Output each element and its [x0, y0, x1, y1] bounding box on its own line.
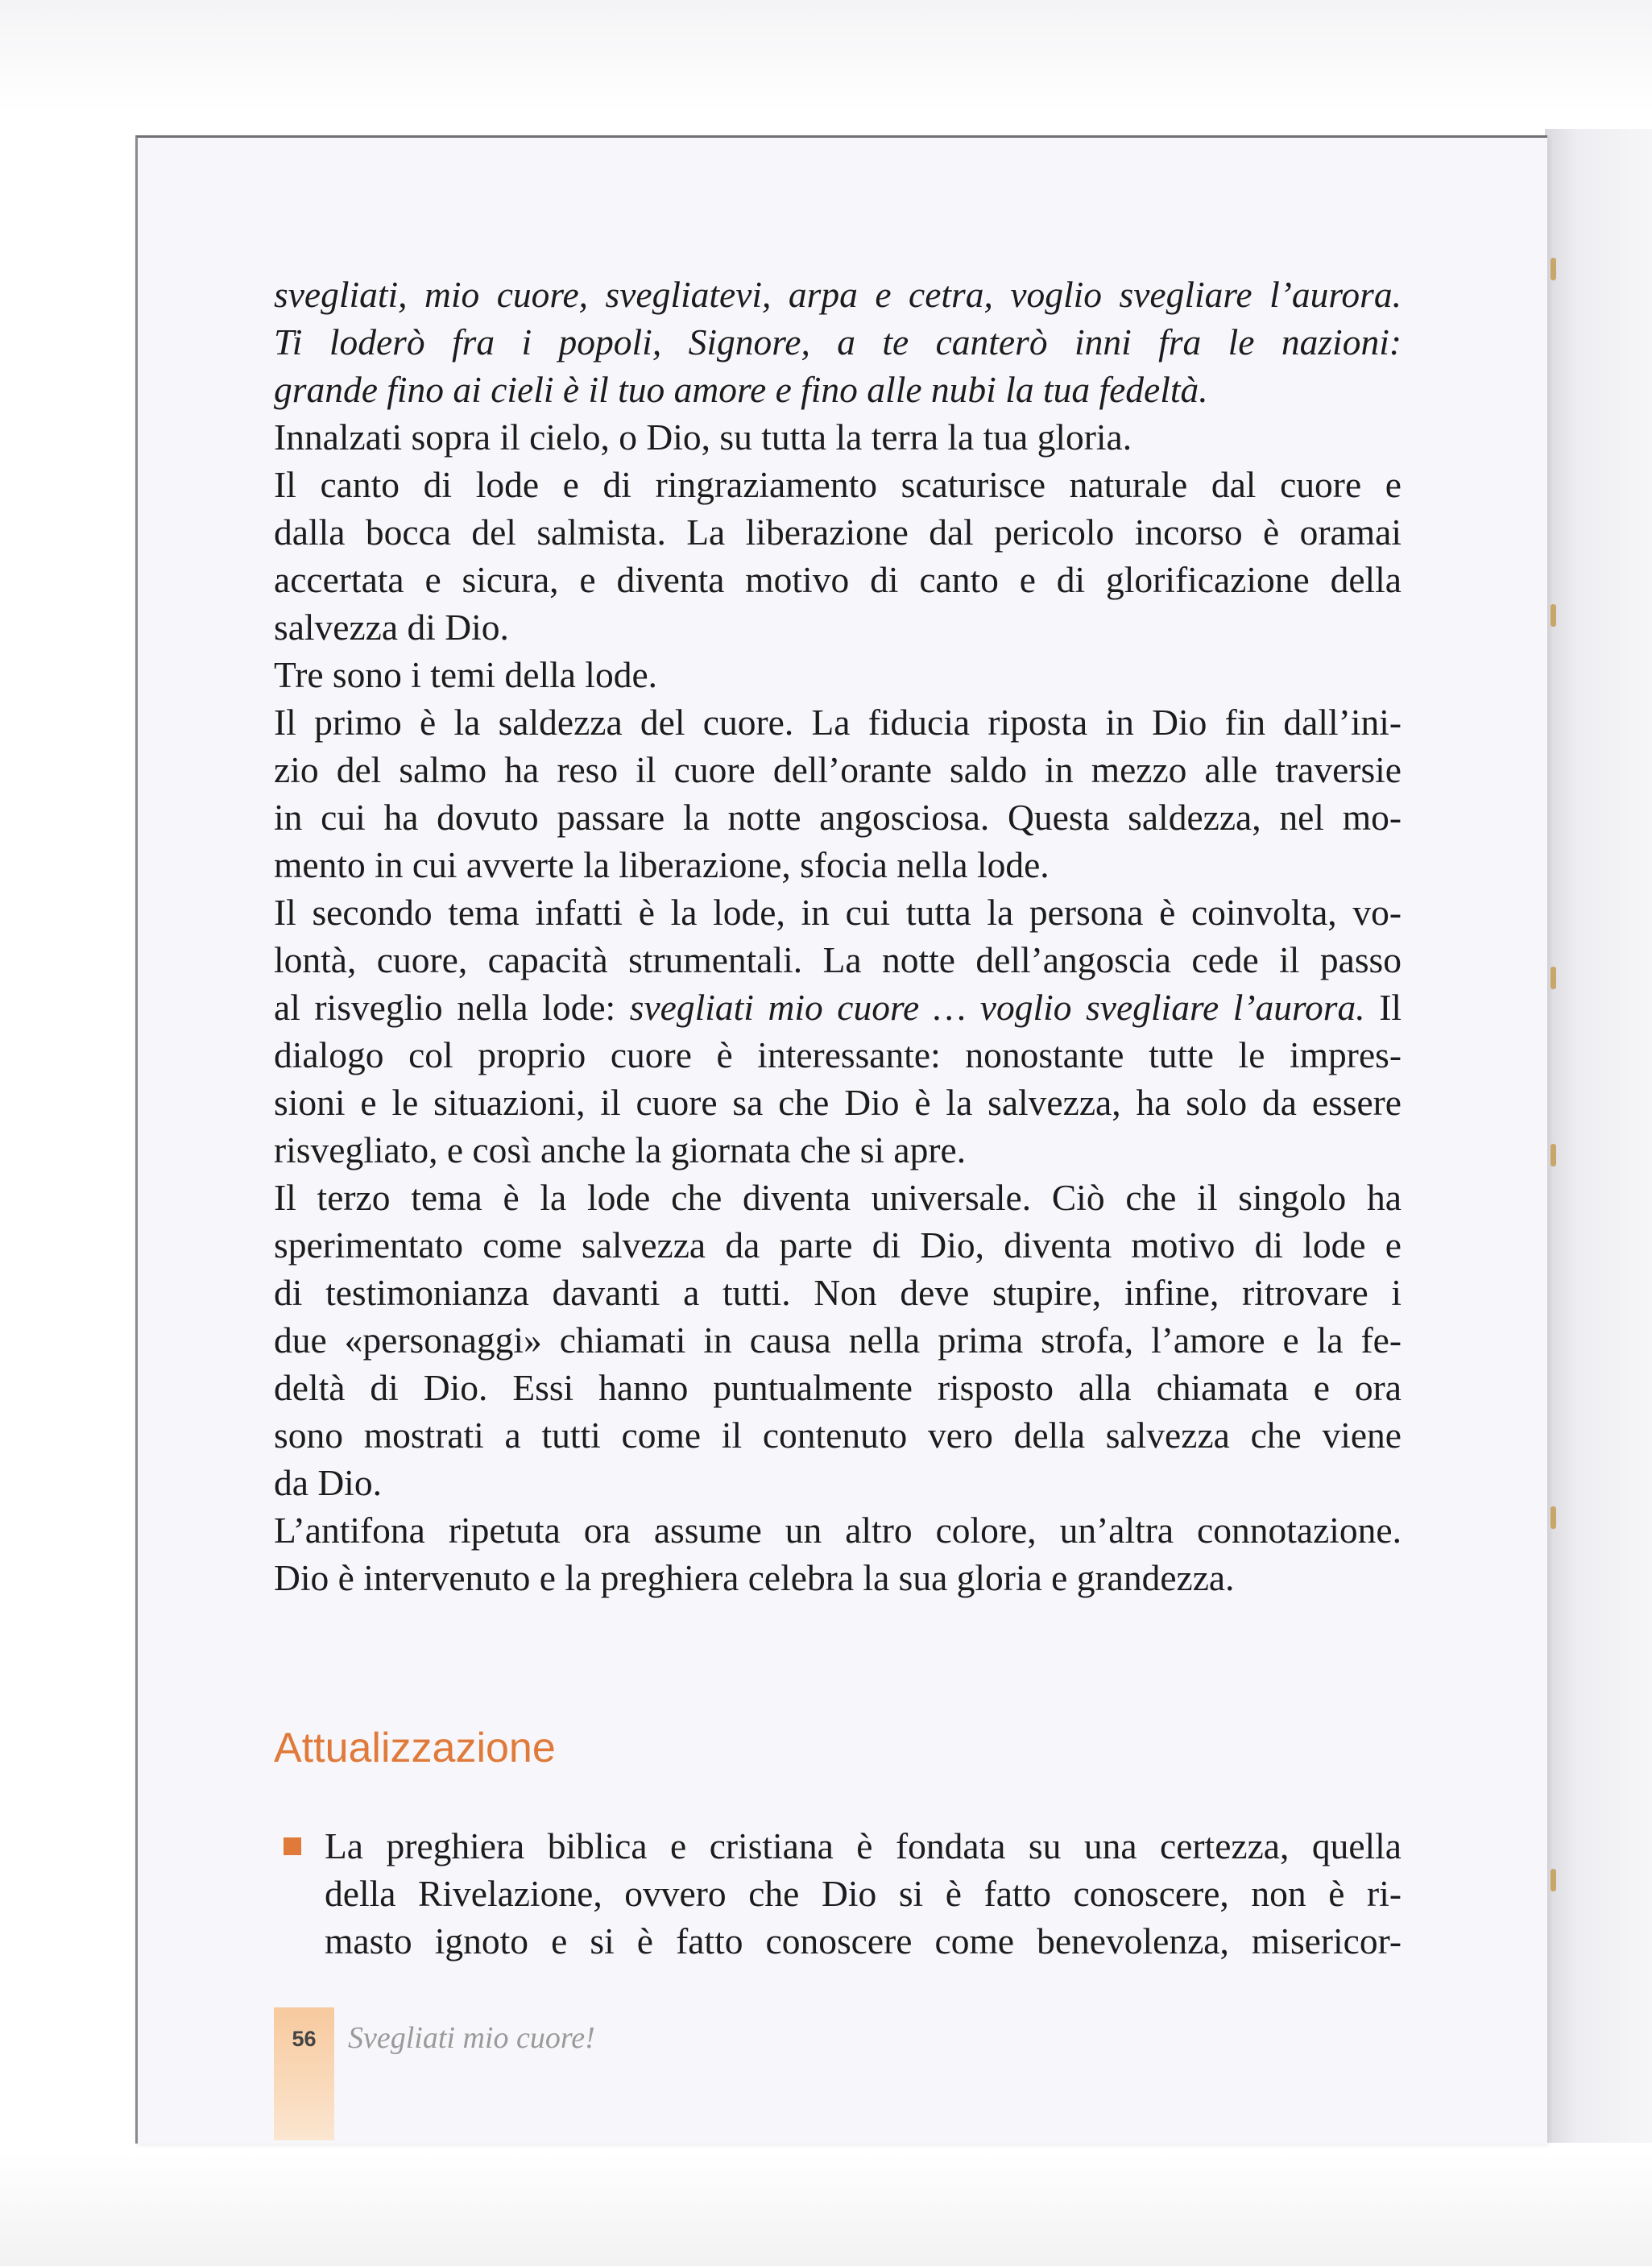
body-line: accertata e sicura, e diventa motivo di canto e di glorificazione della	[274, 559, 1402, 600]
binding-stitch	[1551, 1869, 1556, 1891]
body-line: dalla bocca del salmista. La liberazione dal pericolo incorso è oramai	[274, 512, 1402, 553]
body-line: mento in cui avverte la liberazione, sfocia nella lode.	[274, 844, 1050, 885]
body-line: sioni e le situazioni, il cuore sa che Dio è la salvezza, ha solo da essere	[274, 1082, 1402, 1123]
body-line: due «personaggi» chiamati in causa nella prima strofa, l’amore e la fe-	[274, 1319, 1402, 1361]
binding-stitch	[1551, 604, 1556, 627]
body-line-mixed	[274, 984, 1402, 1031]
binding-stitch	[1551, 967, 1556, 989]
bullet-item	[274, 1822, 1402, 1965]
psalm-quote	[274, 271, 1402, 413]
bullet-square-icon	[284, 1837, 301, 1855]
body-line: salvezza di Dio.	[274, 607, 509, 648]
bullet-text	[325, 1822, 1402, 1965]
binding-stitch	[1551, 1506, 1556, 1529]
body-line: Dio è intervenuto e la preghiera celebra la sua gloria e grandezza.	[274, 1557, 1235, 1598]
binding-stitch	[1551, 1144, 1556, 1166]
section-heading: Attualizzazione	[274, 1725, 556, 1771]
mixed-pre: al risveglio nella lode:	[274, 987, 630, 1028]
body-line: Il terzo tema è la lode che diventa universale. Ciò che il singolo ha	[274, 1177, 1402, 1218]
body-line: Il primo è la saldezza del cuore. La fiducia riposta in Dio fin dall’ini-	[274, 702, 1402, 743]
body-line: in cui ha dovuto passare la notte angosciosa. Questa saldezza, nel mo-	[274, 797, 1402, 838]
commentary	[274, 413, 1402, 1601]
body-line: da Dio.	[274, 1462, 382, 1503]
bullet-line: La preghiera biblica e cristiana è fondata su una certezza, quella	[325, 1825, 1402, 1866]
quote-line: grande fino ai cieli è il tuo amore e fino alle nubi la tua fedeltà.	[274, 369, 1208, 410]
body-line: Tre sono i temi della lode.	[274, 654, 658, 695]
body-line: Il secondo tema infatti è la lode, in cui tutta la persona è coinvolta, vo-	[274, 892, 1402, 933]
bullet-line: masto ignoto e si è fatto conoscere come benevolenza, misericor-	[325, 1920, 1402, 1962]
main-text	[274, 271, 1402, 1601]
bullet-line: della Rivelazione, ovvero che Dio si è fatto conoscere, non è ri-	[325, 1873, 1402, 1914]
body-line: Innalzati sopra il cielo, o Dio, su tutta la terra la tua gloria.	[274, 416, 1132, 458]
facing-page-edge	[1545, 129, 1652, 2143]
body-line: dialogo col proprio cuore è interessante: nonostante tutte le impres-	[274, 1034, 1402, 1075]
quote-line: Ti loderò fra i popoli, Signore, a te canterò inni fra le nazioni:	[274, 321, 1402, 362]
body-line: L’antifona ripetuta ora assume un altro colore, un’altra connotazione.	[274, 1510, 1402, 1551]
body-line: risvegliato, e così anche la giornata che si apre.	[274, 1129, 967, 1170]
body-line: di testimonianza davanti a tutti. Non deve stupire, infine, ritrovare i	[274, 1272, 1402, 1313]
body-line: deltà di Dio. Essi hanno puntualmente risposto alla chiamata e ora	[274, 1367, 1402, 1408]
quote-line: svegliati, mio cuore, svegliatevi, arpa e cetra, voglio svegliare l’aurora.	[274, 274, 1402, 315]
page-number: 56	[292, 2027, 317, 2051]
body-line: Il canto di lode e di ringraziamento scaturisce naturale dal cuore e	[274, 464, 1402, 505]
running-title: Svegliati mio cuore!	[348, 2021, 595, 2055]
body-line: sperimentato come salvezza da parte di Dio, diventa motivo di lode e	[274, 1224, 1402, 1266]
inline-quote: svegliati mio cuore … voglio svegliare l’aurora.	[629, 987, 1365, 1028]
binding-stitch	[1551, 258, 1556, 280]
mixed-post: Il	[1364, 987, 1402, 1028]
body-line: zio del salmo ha reso il cuore dell’orante saldo in mezzo alle traversie	[274, 749, 1402, 790]
body-line: sono mostrati a tutti come il contenuto vero della salvezza che viene	[274, 1415, 1402, 1456]
body-line: lontà, cuore, capacità strumentali. La notte dell’angoscia cede il passo	[274, 939, 1402, 980]
